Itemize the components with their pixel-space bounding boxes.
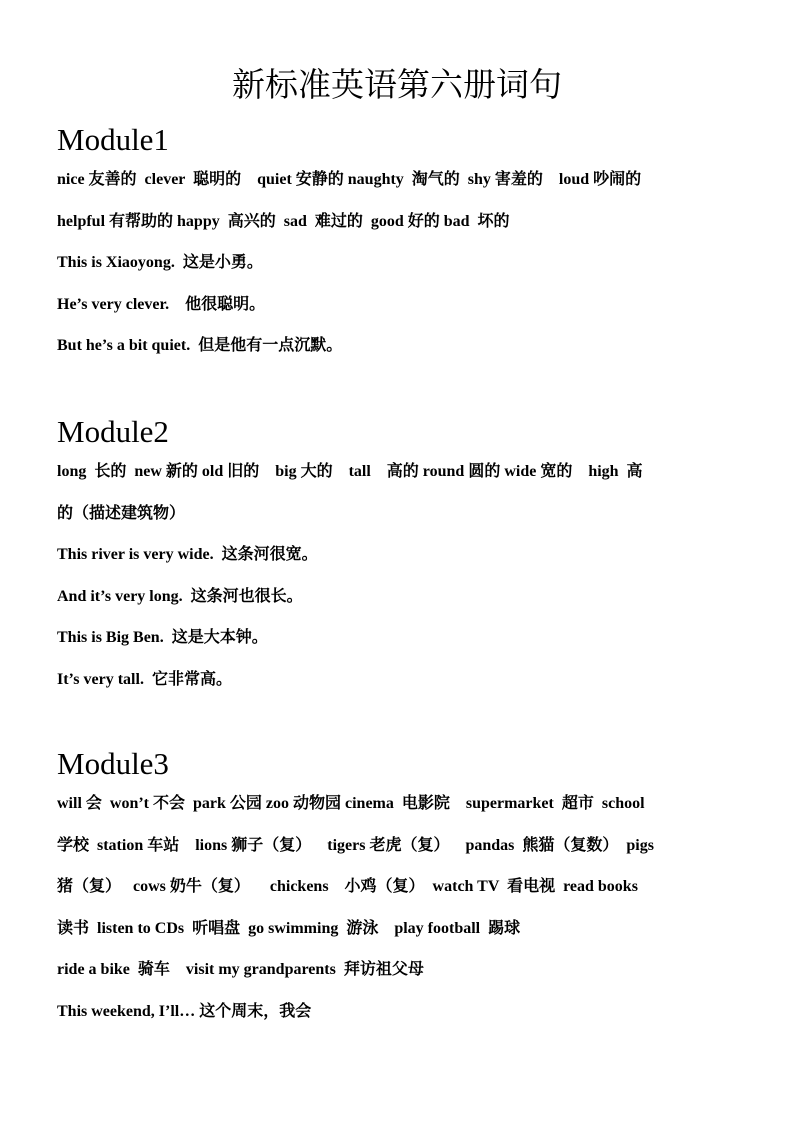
module-2-vocab-line-2: 的（描述建筑物） xyxy=(57,504,186,522)
module-3-vocab-line-1: will 会 won’t 不会 park 公园 zoo 动物园 cinema 电影院 supermarket 超市 school xyxy=(57,795,645,812)
module-2-sentence-2: And it’s very long. 这条河也很长。 xyxy=(57,587,303,605)
page-title: 新标准英语第六册词句 xyxy=(232,65,562,104)
module-1-sentence-2: He’s very clever. 他很聪明。 xyxy=(57,295,266,313)
module-3-section xyxy=(57,745,757,1032)
module-3-vocab-line-5: ride a bike 骑车 visit my grandparents 拜访祖父母 xyxy=(57,961,424,978)
module-3-vocab-line-2: 学校 station 车站 lions 狮子（复） tigers 老虎（复） pandas 熊猫（复数） pigs xyxy=(57,836,654,854)
module-1-sentence-3: But he’s a bit quiet. 但是他有一点沉默。 xyxy=(57,337,343,354)
module-2-sentence-1: This river is very wide. 这条河很宽。 xyxy=(57,546,318,563)
module-2-sentence-4: It’s very tall. 它非常高。 xyxy=(57,670,232,688)
module-1-vocab-line-2: helpful 有帮助的 happy 高兴的 sad 难过的 good 好的 bad 坏的 xyxy=(57,212,510,230)
module-3-vocab-line-3: 猪（复） cows 奶牛（复） chickens 小鸡（复） watch TV 看电视 read books xyxy=(57,878,638,895)
module-3-vocab-line-4: 读书 listen to CDs 听唱盘 go swimming 游泳 play football 踢球 xyxy=(57,919,521,937)
module-2-section xyxy=(57,413,757,700)
module-1-sentence-1: This is Xiaoyong. 这是小勇。 xyxy=(57,254,263,271)
module-2-vocab-line-1: long 长的 new 新的 old 旧的 big 大的 tall 高的 round 圆的 wide 宽的 high 高 xyxy=(57,463,643,480)
module-3-sentence-1: This weekend, I’ll… 这个周末，我会 xyxy=(57,1002,312,1020)
module-1-section xyxy=(57,121,757,367)
module-2-heading: Module2 xyxy=(57,414,169,449)
module-1-heading: Module1 xyxy=(57,122,169,157)
module-3-heading: Module3 xyxy=(57,746,169,781)
module-2-sentence-3: This is Big Ben. 这是大本钟。 xyxy=(57,629,268,646)
module-1-vocab-line-1: nice 友善的 clever 聪明的 quiet 安静的 naughty 淘气的 shy 害羞的 loud 吵闹的 xyxy=(57,171,642,188)
